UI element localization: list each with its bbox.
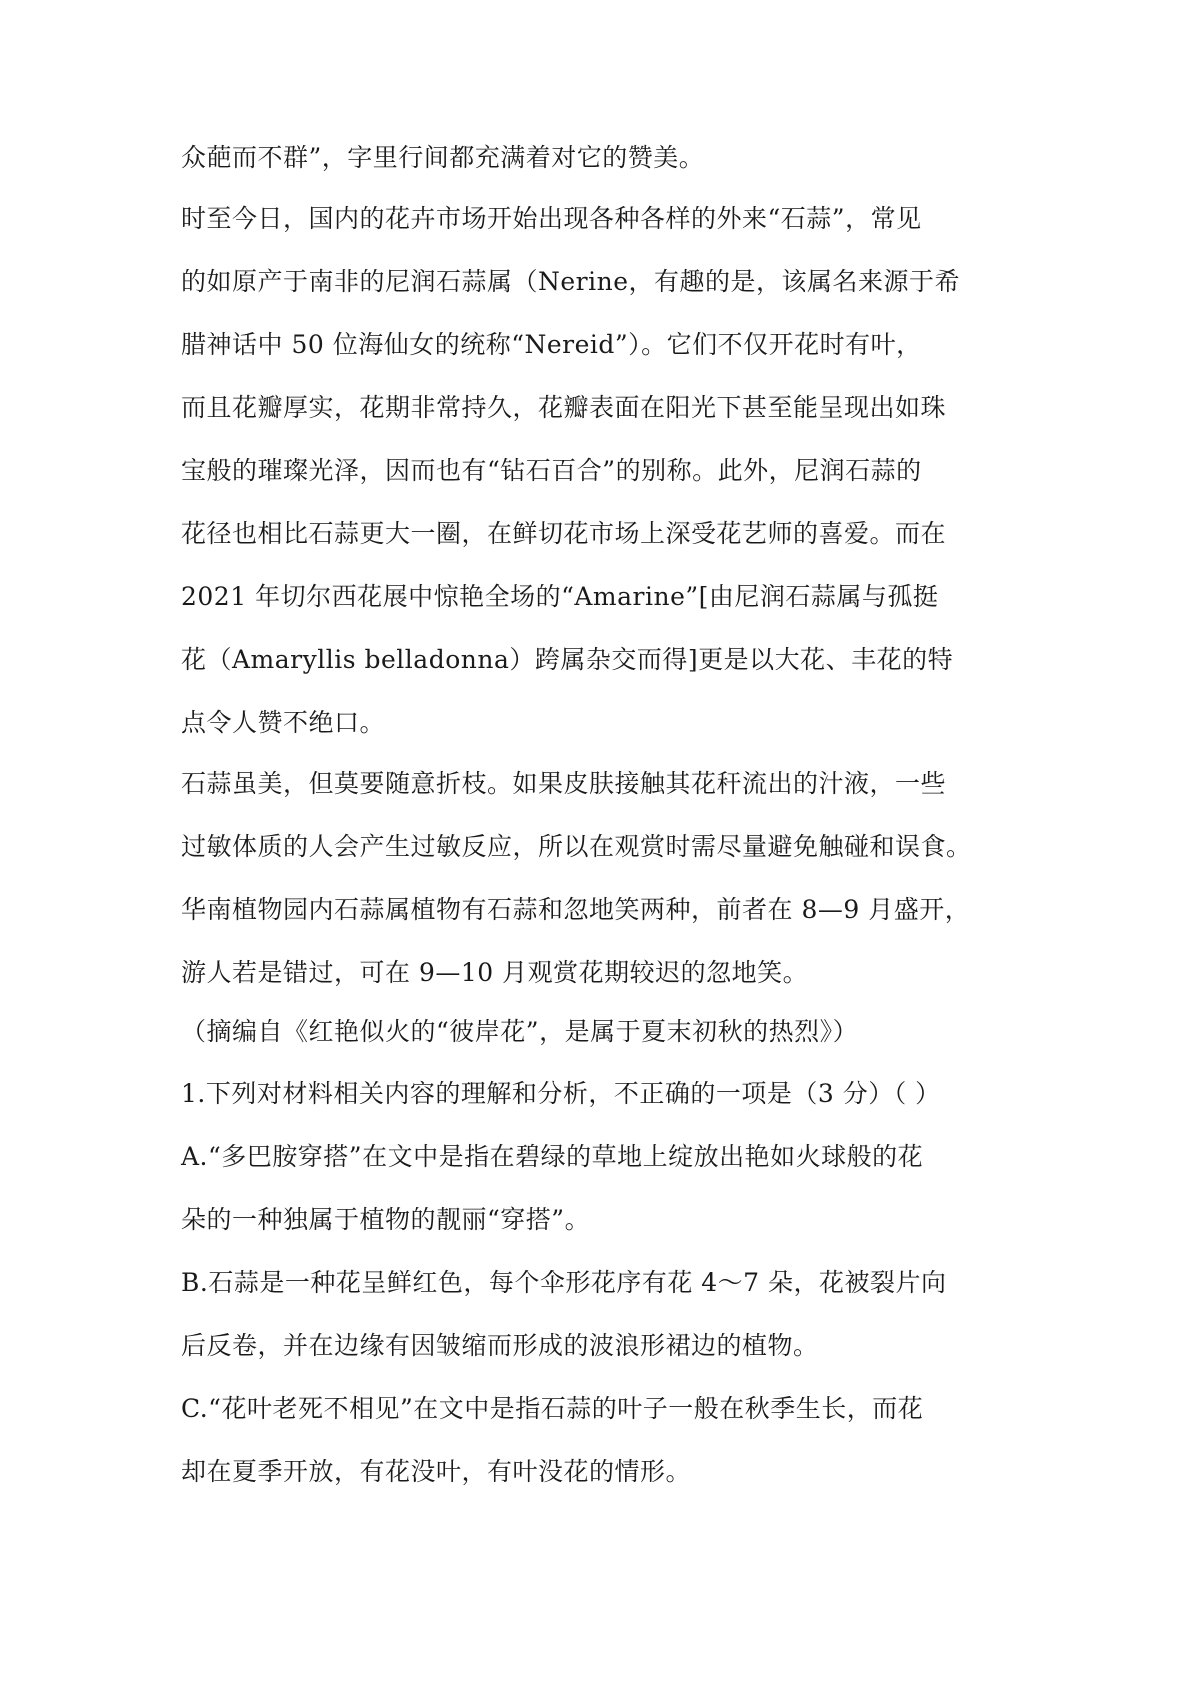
option-b-continued: 后反卷，并在边缘有因皱缩而形成的波浪形裙边的植物。 xyxy=(181,1331,819,1360)
text-line: 众葩而不群”，字里行间都充满着对它的赞美。 xyxy=(181,143,705,172)
text-line: 而且花瓣厚实，花期非常持久，花瓣表面在阳光下甚至能呈现出如珠 xyxy=(181,393,947,422)
option-a: A.“多巴胺穿搭”在文中是指在碧绿的草地上绽放出艳如火球般的花 xyxy=(181,1142,924,1171)
text-line: 点令人赞不绝口。 xyxy=(181,708,386,737)
text-line: 华南植物园内石蒜属植物有石蒜和忽地笑两种，前者在 8—9 月盛开， xyxy=(181,895,971,924)
text-line: 腊神话中 50 位海仙女的统称“Nereid”）。它们不仅开花时有叶， xyxy=(181,330,922,359)
text-line: 的如原产于南非的尼润石蒜属（Nerine，有趣的是，该属名来源于希 xyxy=(181,267,961,296)
text-line: 石蒜虽美，但莫要随意折枝。如果皮肤接触其花秆流出的汁液，一些 xyxy=(181,769,947,798)
option-c: C.“花叶老死不相见”在文中是指石蒜的叶子一般在秋季生长，而花 xyxy=(181,1394,924,1423)
option-a-continued: 朵的一种独属于植物的靓丽“穿搭”。 xyxy=(181,1205,591,1234)
text-line: 花径也相比石蒜更大一圈，在鲜切花市场上深受花艺师的喜爱。而在 xyxy=(181,519,947,548)
text-line: 游人若是错过，可在 9—10 月观赏花期较迟的忽地笑。 xyxy=(181,958,809,987)
option-c-continued: 却在夏季开放，有花没叶，有叶没花的情形。 xyxy=(181,1457,692,1486)
source-citation: （摘编自《红艳似火的“彼岸花”，是属于夏末初秋的热烈》） xyxy=(181,1017,859,1046)
question-stem: 1.下列对材料相关内容的理解和分析，不正确的一项是（3 分）（ ） xyxy=(181,1079,941,1108)
text-line: 2021 年切尔西花展中惊艳全场的“Amarine”[由尼润石蒜属与孤挺 xyxy=(181,582,939,611)
option-b: B.石蒜是一种花呈鲜红色，每个伞形花序有花 4～7 朵，花被裂片向 xyxy=(181,1268,947,1297)
text-line: 过敏体质的人会产生过敏反应，所以在观赏时需尽量避免触碰和误食。 xyxy=(181,832,972,861)
text-line: 时至今日，国内的花卉市场开始出现各种各样的外来“石蒜”，常见 xyxy=(181,204,922,233)
text-line: 花（Amaryllis belladonna）跨属杂交而得]更是以大花、丰花的特 xyxy=(181,645,954,674)
text-line: 宝般的璀璨光泽，因而也有“钻石百合”的别称。此外，尼润石蒜的 xyxy=(181,456,922,485)
